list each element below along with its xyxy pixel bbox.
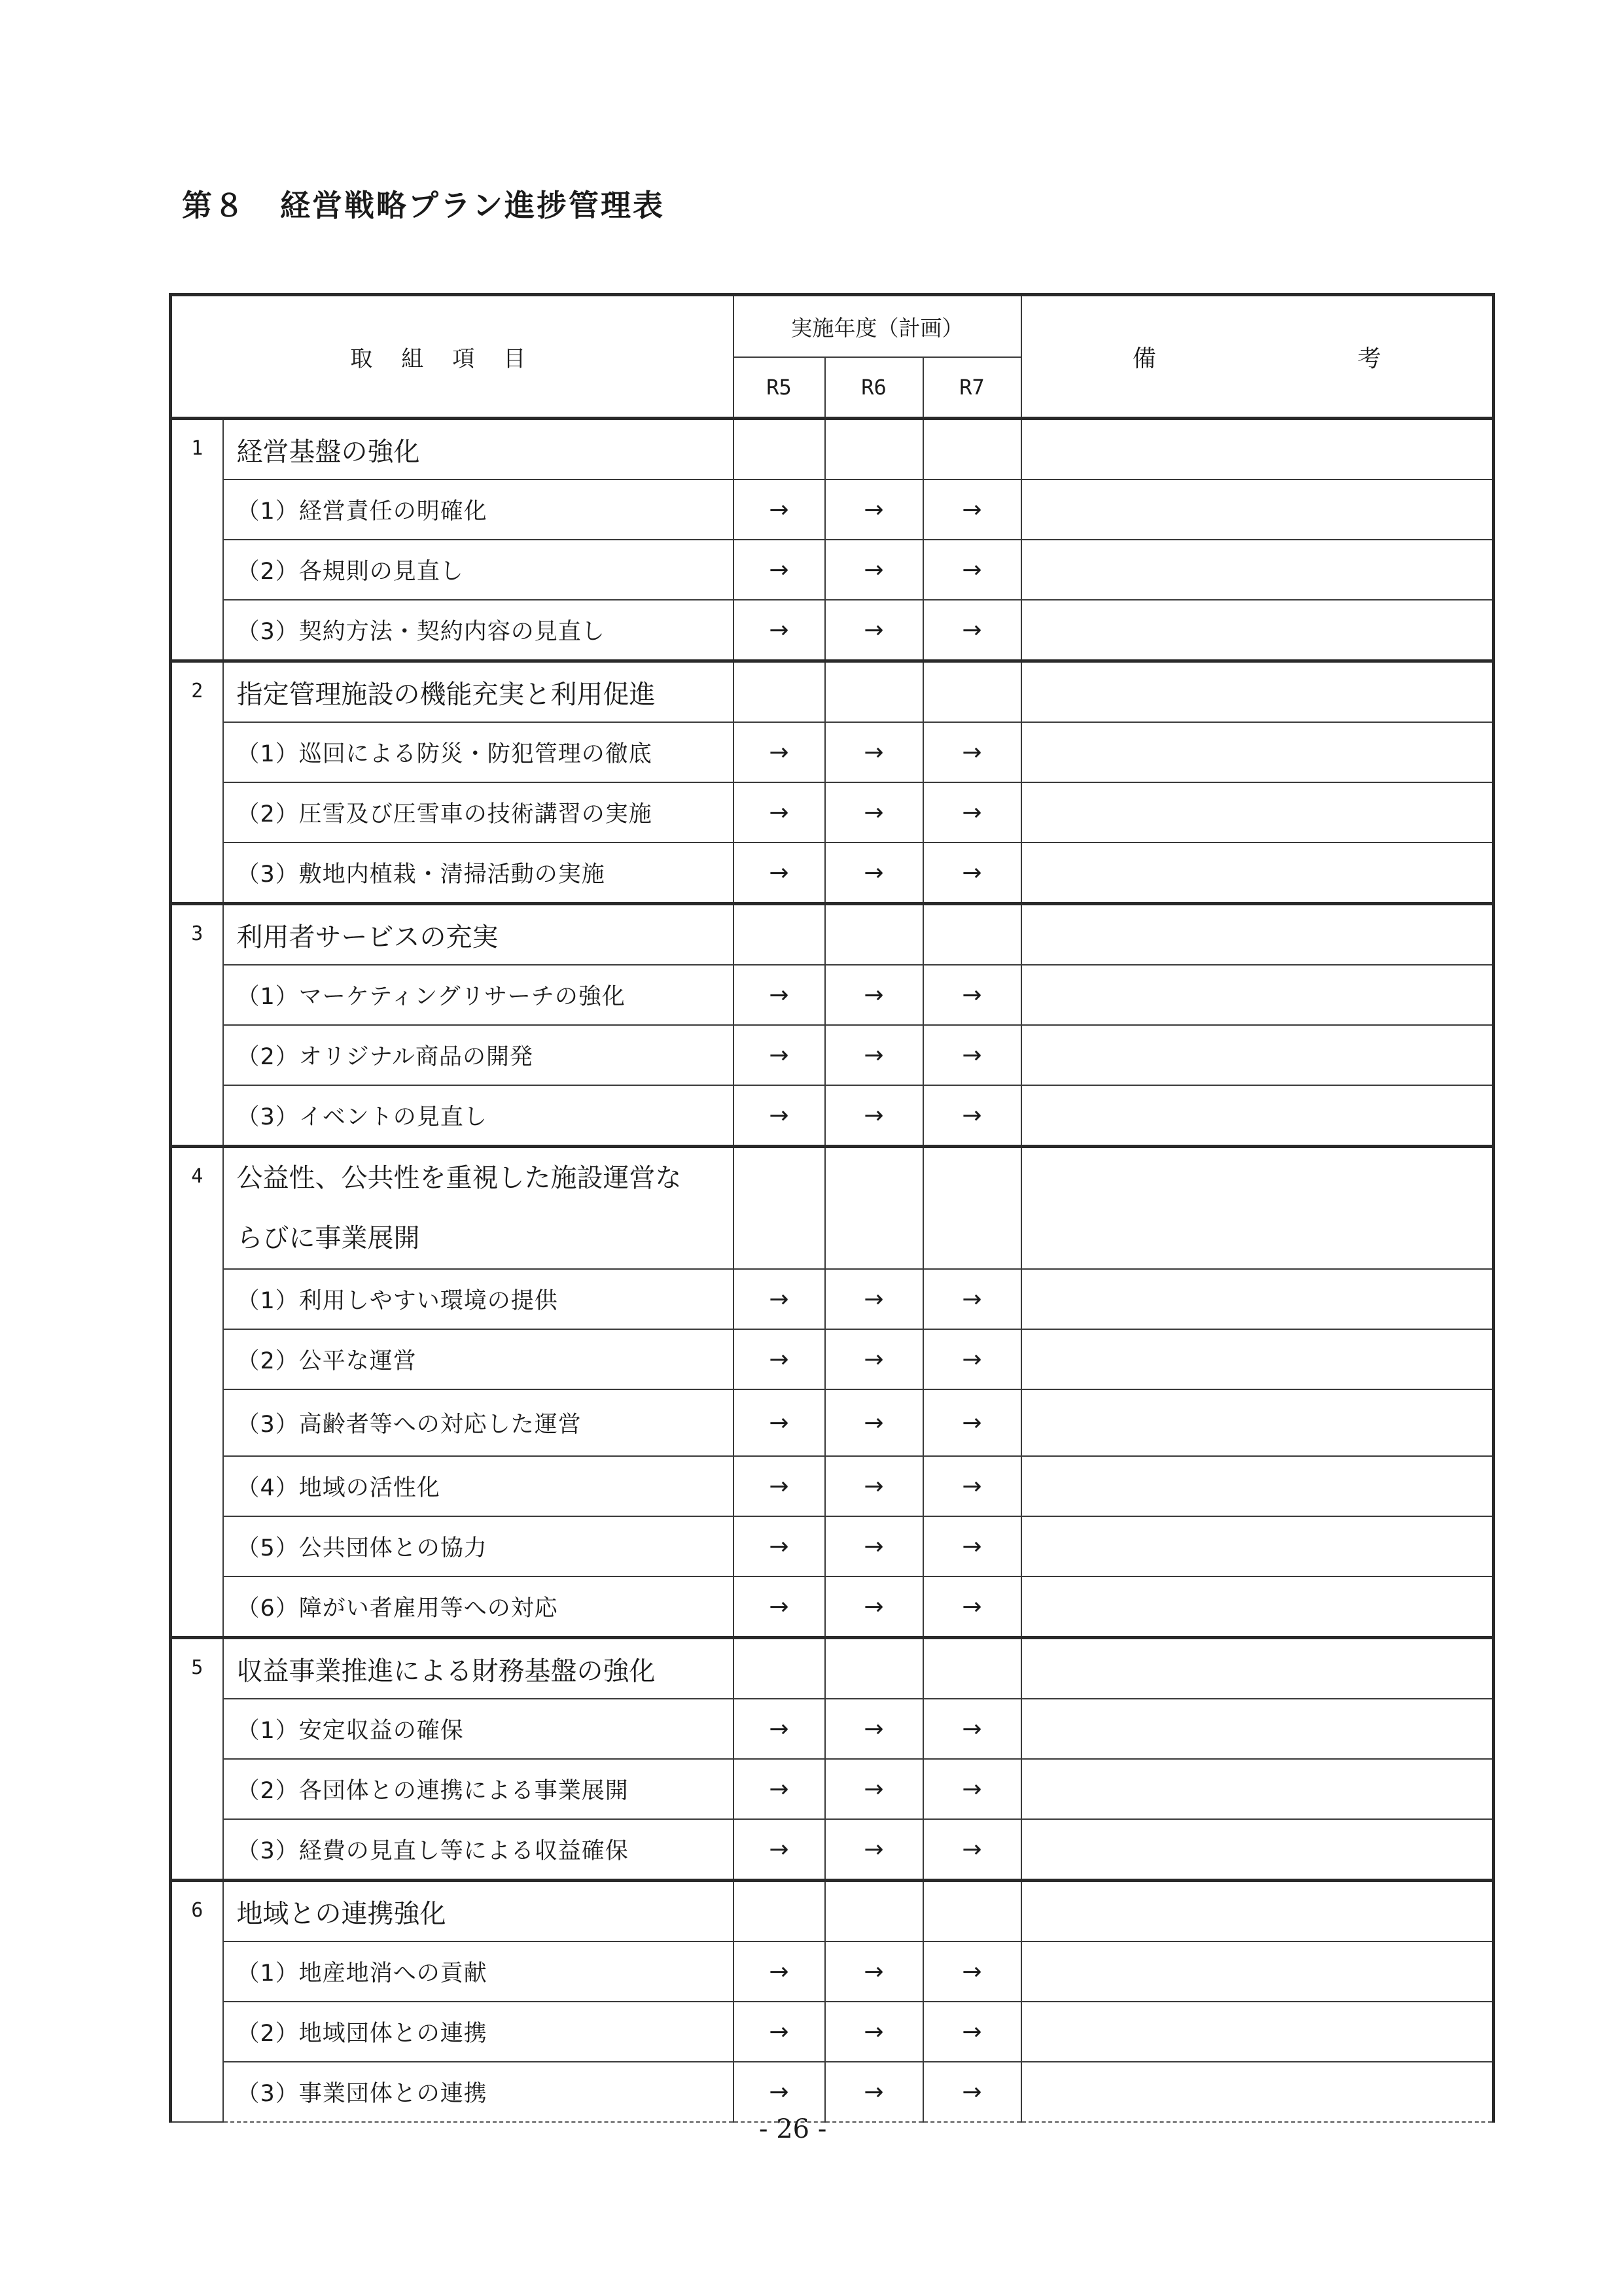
table-row	[171, 1329, 1494, 1389]
note-cell	[1021, 1819, 1494, 1881]
note-cell	[1021, 1456, 1494, 1516]
note-cell	[1021, 722, 1494, 782]
section-title: 収益事業推進による財務基盤の強化	[223, 1638, 733, 1699]
table-row	[171, 1699, 1494, 1759]
arrow-r5: →	[733, 1269, 825, 1329]
sub-item-label: （6）障がい者雇用等への対応	[223, 1576, 733, 1638]
arrow-r6: →	[825, 1389, 923, 1456]
arrow-r5: →	[733, 1699, 825, 1759]
arrow-r5: →	[733, 1085, 825, 1147]
table-row	[171, 479, 1494, 540]
arrow-r5: →	[733, 2062, 825, 2122]
arrow-r7: →	[923, 1389, 1021, 1456]
arrow-r5: →	[733, 1819, 825, 1881]
arrow-r5: →	[733, 965, 825, 1025]
table-row	[171, 722, 1494, 782]
table-row	[171, 1516, 1494, 1576]
sub-item-label: （1）地産地消への貢献	[223, 1941, 733, 2002]
page-number: - 26 -	[759, 2114, 827, 2144]
arrow-r7: →	[923, 1516, 1021, 1576]
arrow-r5: →	[733, 1456, 825, 1516]
arrow-r6: →	[825, 540, 923, 600]
table-row	[171, 782, 1494, 843]
arrow-r6: →	[825, 1819, 923, 1881]
arrow-r7: →	[923, 1576, 1021, 1638]
section-number: 2	[171, 661, 223, 904]
arrow-r6: →	[825, 1759, 923, 1819]
section-number: 3	[171, 904, 223, 1147]
sub-item-label: （3）高齢者等への対応した運営	[223, 1389, 733, 1456]
section-row	[171, 419, 1494, 480]
sub-item-label: （1）利用しやすい環境の提供	[223, 1269, 733, 1329]
sub-item-label: （4）地域の活性化	[223, 1456, 733, 1516]
arrow-r6: →	[825, 479, 923, 540]
progress-table	[169, 293, 1495, 2123]
arrow-r5: →	[733, 2002, 825, 2062]
sub-item-label: （2）各規則の見直し	[223, 540, 733, 600]
arrow-r5: →	[733, 1389, 825, 1456]
note-cell	[1021, 1759, 1494, 1819]
arrow-r5: →	[733, 1576, 825, 1638]
arrow-r7: →	[923, 1759, 1021, 1819]
arrow-r5: →	[733, 1759, 825, 1819]
arrow-r7: →	[923, 843, 1021, 904]
note-cell	[1021, 1085, 1494, 1147]
arrow-r7: →	[923, 782, 1021, 843]
sub-item-label: （3）事業団体との連携	[223, 2062, 733, 2122]
header-note: 備考	[1021, 295, 1494, 419]
note-cell	[1021, 1941, 1494, 2002]
arrow-r7: →	[923, 1025, 1021, 1085]
arrow-r5: →	[733, 782, 825, 843]
table-row	[171, 1025, 1494, 1085]
arrow-r7: →	[923, 540, 1021, 600]
note-cell	[1021, 479, 1494, 540]
table-row	[171, 1456, 1494, 1516]
arrow-r5: →	[733, 600, 825, 661]
sub-item-label: （2）オリジナル商品の開発	[223, 1025, 733, 1085]
arrow-r6: →	[825, 782, 923, 843]
table-row	[171, 843, 1494, 904]
arrow-r7: →	[923, 1329, 1021, 1389]
arrow-r7: →	[923, 1085, 1021, 1147]
arrow-r6: →	[825, 2062, 923, 2122]
table-row	[171, 1759, 1494, 1819]
arrow-r7: →	[923, 965, 1021, 1025]
note-cell	[1021, 600, 1494, 661]
arrow-r7: →	[923, 2002, 1021, 2062]
note-cell	[1021, 1025, 1494, 1085]
note-cell	[1021, 965, 1494, 1025]
sub-item-label: （1）安定収益の確保	[223, 1699, 733, 1759]
sub-item-label: （5）公共団体との協力	[223, 1516, 733, 1576]
note-cell	[1021, 782, 1494, 843]
note-cell	[1021, 1269, 1494, 1329]
section-title-line2: らびに事業展開	[236, 1223, 420, 1253]
table-row	[171, 1941, 1494, 2002]
sub-item-label: （3）契約方法・契約内容の見直し	[223, 600, 733, 661]
arrow-r6: →	[825, 1269, 923, 1329]
arrow-r6: →	[825, 1516, 923, 1576]
note-cell	[1021, 2002, 1494, 2062]
sub-item-label: （1）マーケティングリサーチの強化	[223, 965, 733, 1025]
note-cell	[1021, 1329, 1494, 1389]
table-row	[171, 1389, 1494, 1456]
arrow-r5: →	[733, 1329, 825, 1389]
section-title: 経営基盤の強化	[223, 419, 733, 480]
note-cell	[1021, 1389, 1494, 1456]
section-number: 4	[171, 1147, 223, 1638]
arrow-r5: →	[733, 722, 825, 782]
header-item: 取組項目	[171, 295, 733, 419]
arrow-r5: →	[733, 1941, 825, 2002]
section-row	[171, 1881, 1494, 1942]
arrow-r6: →	[825, 1085, 923, 1147]
arrow-r6: →	[825, 1699, 923, 1759]
header-year-r6: R6	[825, 357, 923, 419]
arrow-r7: →	[923, 722, 1021, 782]
arrow-r6: →	[825, 965, 923, 1025]
arrow-r5: →	[733, 1516, 825, 1576]
arrow-r7: →	[923, 479, 1021, 540]
note-cell	[1021, 1576, 1494, 1638]
sub-item-label: （1）巡回による防災・防犯管理の徹底	[223, 722, 733, 782]
section-title	[223, 1147, 733, 1270]
section-number: 5	[171, 1638, 223, 1881]
arrow-r6: →	[825, 1576, 923, 1638]
page-title	[182, 182, 665, 225]
arrow-r7: →	[923, 600, 1021, 661]
arrow-r6: →	[825, 843, 923, 904]
table-row	[171, 1085, 1494, 1147]
note-cell	[1021, 540, 1494, 600]
sub-item-label: （3）敷地内植栽・清掃活動の実施	[223, 843, 733, 904]
note-cell	[1021, 1699, 1494, 1759]
header-year-r5: R5	[733, 357, 825, 419]
section-number: 6	[171, 1881, 223, 2123]
table-row	[171, 2062, 1494, 2122]
section-row	[171, 904, 1494, 965]
arrow-r5: →	[733, 843, 825, 904]
table-row	[171, 965, 1494, 1025]
arrow-r7: →	[923, 2062, 1021, 2122]
section-number: 1	[171, 419, 223, 661]
arrow-r7: →	[923, 1269, 1021, 1329]
arrow-r6: →	[825, 1941, 923, 2002]
arrow-r6: →	[825, 2002, 923, 2062]
section-title: 地域との連携強化	[223, 1881, 733, 1942]
arrow-r6: →	[825, 1329, 923, 1389]
arrow-r7: →	[923, 1941, 1021, 2002]
note-cell	[1021, 843, 1494, 904]
section-row	[171, 661, 1494, 723]
note-cell	[1021, 2062, 1494, 2122]
section-title-line1: 公益性、公共性を重視した施設運営な	[236, 1163, 682, 1193]
sub-item-label: （2）各団体との連携による事業展開	[223, 1759, 733, 1819]
sub-item-label: （1）経営責任の明確化	[223, 479, 733, 540]
arrow-r5: →	[733, 479, 825, 540]
sub-item-label: （2）圧雪及び圧雪車の技術講習の実施	[223, 782, 733, 843]
arrow-r5: →	[733, 540, 825, 600]
table-row	[171, 2002, 1494, 2062]
table-row	[171, 1819, 1494, 1881]
section-number: 第８	[182, 188, 246, 223]
sub-item-label: （2）地域団体との連携	[223, 2002, 733, 2062]
header-plan: 実施年度（計画）	[733, 295, 1021, 358]
section-title: 利用者サービスの充実	[223, 904, 733, 965]
table-row	[171, 1576, 1494, 1638]
header-year-r7: R7	[923, 357, 1021, 419]
arrow-r6: →	[825, 722, 923, 782]
arrow-r6: →	[825, 600, 923, 661]
arrow-r7: →	[923, 1819, 1021, 1881]
section-row	[171, 1147, 1494, 1270]
arrow-r6: →	[825, 1456, 923, 1516]
arrow-r7: →	[923, 1699, 1021, 1759]
arrow-r7: →	[923, 1456, 1021, 1516]
title-text: 経営戦略プラン進捗管理表	[280, 188, 665, 223]
arrow-r5: →	[733, 1025, 825, 1085]
table-row	[171, 600, 1494, 661]
sub-item-label: （2）公平な運営	[223, 1329, 733, 1389]
section-title: 指定管理施設の機能充実と利用促進	[223, 661, 733, 723]
note-cell	[1021, 1516, 1494, 1576]
arrow-r6: →	[825, 1025, 923, 1085]
table-row	[171, 540, 1494, 600]
section-row	[171, 1638, 1494, 1699]
sub-item-label: （3）経費の見直し等による収益確保	[223, 1819, 733, 1881]
sub-item-label: （3）イベントの見直し	[223, 1085, 733, 1147]
table-row	[171, 1269, 1494, 1329]
